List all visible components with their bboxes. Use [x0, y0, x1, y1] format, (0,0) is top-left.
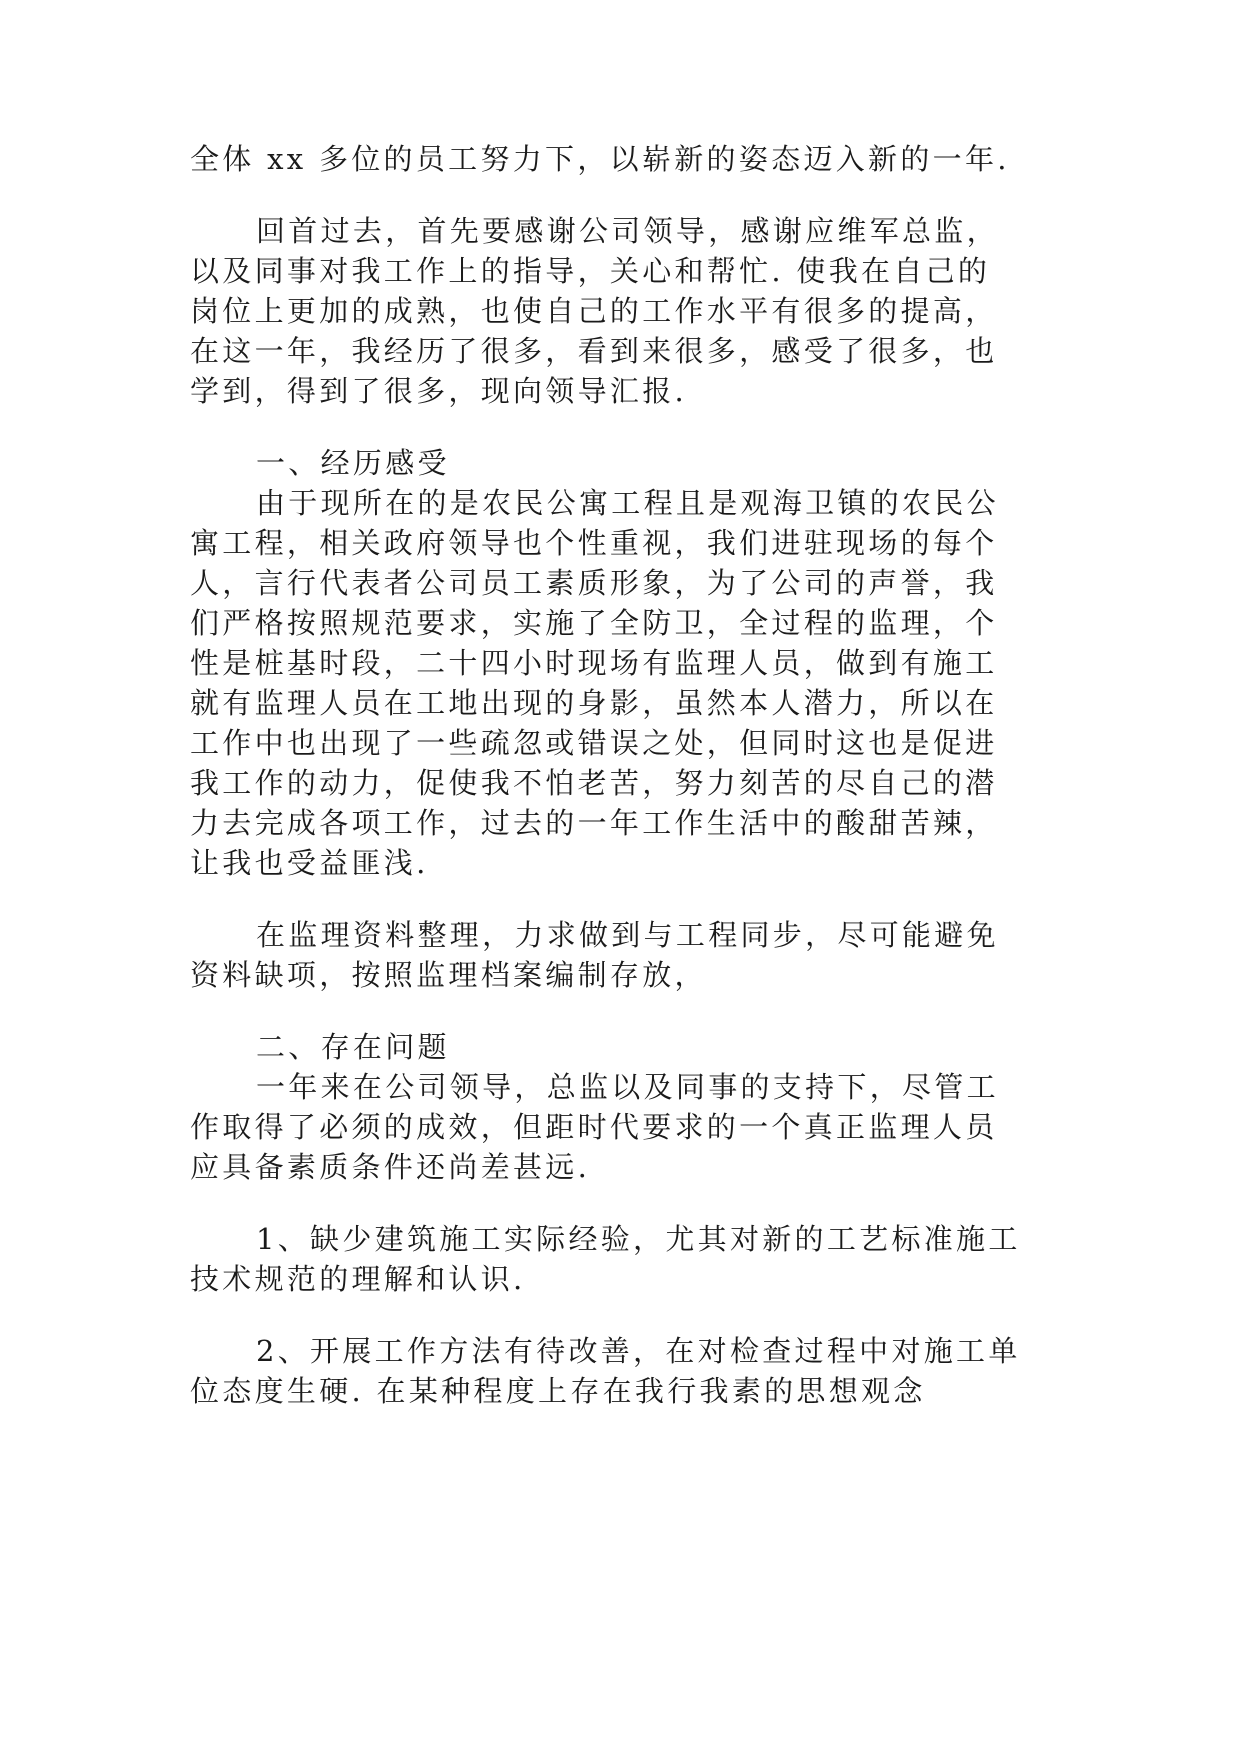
paragraph-first-line: 一年来在公司领导，总监以及同事的支持下，尽管工 — [256, 1070, 999, 1104]
text-line: 我工作的动力，促使我不怕老苦，努力刻苦的尽自己的潜 — [190, 766, 998, 800]
text-line: 以及同事对我工作上的指导，关心和帮忙. 使我在自己的 — [190, 254, 991, 288]
text-line: 让我也受益匪浅. — [190, 846, 429, 880]
text-line: 全体 xx 多位的员工努力下，以崭新的姿态迈入新的一年. — [190, 142, 1010, 176]
text-line: 在这一年，我经历了很多，看到来很多，感受了很多，也 — [190, 334, 998, 368]
text-line: 们严格按照规范要求，实施了全防卫，全过程的监理，个 — [190, 606, 998, 640]
section-heading: 二、存在问题 — [256, 1030, 450, 1064]
text-line: 性是桩基时段，二十四小时现场有监理人员，做到有施工 — [190, 646, 998, 680]
text-line: 资料缺项，按照监理档案编制存放， — [190, 958, 707, 992]
list-item-first-line: 1、缺少建筑施工实际经验，尤其对新的工艺标准施工 — [256, 1222, 1021, 1256]
text-line: 工作中也出现了一些疏忽或错误之处，但同时这也是促进 — [190, 726, 998, 760]
section-heading: 一、经历感受 — [256, 446, 450, 480]
text-line: 位态度生硬. 在某种程度上存在我行我素的思想观念 — [190, 1374, 926, 1408]
paragraph-first-line: 在监理资料整理，力求做到与工程同步，尽可能避免 — [256, 918, 999, 952]
text-line: 力去完成各项工作，过去的一年工作生活中的酸甜苦辣， — [190, 806, 998, 840]
text-line: 应具备素质条件还尚差甚远. — [190, 1150, 591, 1184]
list-item-first-line: 2、开展工作方法有待改善，在对检查过程中对施工单 — [256, 1334, 1021, 1368]
text-line: 寓工程，相关政府领导也个性重视，我们进驻现场的每个 — [190, 526, 998, 560]
text-line: 就有监理人员在工地出现的身影，虽然本人潜力，所以在 — [190, 686, 998, 720]
paragraph-first-line: 回首过去，首先要感谢公司领导，感谢应维军总监， — [256, 214, 999, 248]
text-line: 作取得了必须的成效，但距时代要求的一个真正监理人员 — [190, 1110, 998, 1144]
text-line: 学到，得到了很多，现向领导汇报. — [190, 374, 688, 408]
paragraph-first-line: 由于现所在的是农民公寓工程且是观海卫镇的农民公 — [256, 486, 999, 520]
text-line: 人，言行代表者公司员工素质形象，为了公司的声誉，我 — [190, 566, 998, 600]
text-line: 岗位上更加的成熟，也使自己的工作水平有很多的提高， — [190, 294, 998, 328]
text-line: 技术规范的理解和认识. — [190, 1262, 526, 1296]
